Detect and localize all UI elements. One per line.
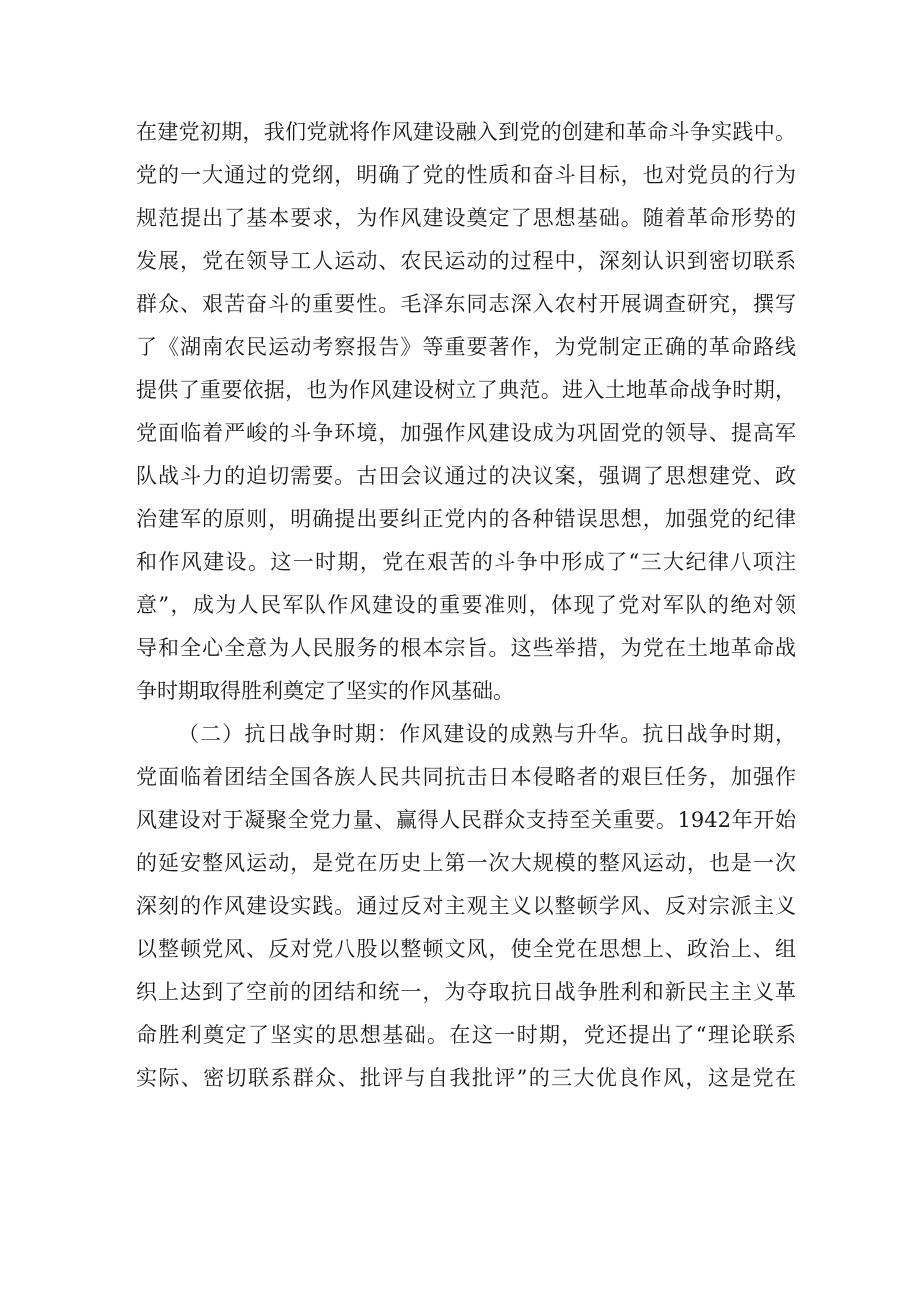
body-text-line: 意”，成为人民军队作风建设的重要准则，体现了党对军队的绝对领 xyxy=(136,593,796,617)
body-text-line: 实际、密切联系群众、批评与自我批评”的三大优良作风，这是党在 xyxy=(136,1066,796,1090)
body-text-line: 群众、艰苦奋斗的重要性。毛泽东同志深入农村开展调查研究，撰写 xyxy=(136,292,796,316)
body-text-line: 规范提出了基本要求，为作风建设奠定了思想基础。随着革命形势的 xyxy=(136,206,796,230)
body-text-line: 队战斗力的迫切需要。古田会议通过的决议案，强调了思想建党、政 xyxy=(136,464,796,488)
body-text-line: 以整顿党风、反对党八股以整顿文风，使全党在思想上、政治上、组 xyxy=(136,937,796,961)
body-text-line: 治建军的原则，明确提出要纠正党内的各种错误思想，加强党的纪律 xyxy=(136,507,796,531)
body-text-line: 风建设对于凝聚全党力量、赢得人民群众支持至关重要。1942年开始 xyxy=(136,808,796,832)
body-text-line: 党面临着团结全国各族人民共同抗击日本侵略者的艰巨任务，加强作 xyxy=(136,765,796,789)
body-text-line: 提供了重要依据，也为作风建设树立了典范。进入土地革命战争时期， xyxy=(136,378,796,402)
body-text-line: 了《湖南农民运动考察报告》等重要著作，为党制定正确的革命路线 xyxy=(136,335,796,359)
body-text-line: 织上达到了空前的团结和统一，为夺取抗日战争胜利和新民主主义革 xyxy=(136,980,796,1004)
section-heading-line: （二）抗日战争时期：作风建设的成熟与升华。抗日战争时期， xyxy=(178,722,796,746)
body-text-line: 在建党初期，我们党就将作风建设融入到党的创建和革命斗争实践中。 xyxy=(136,120,796,144)
body-text-line: 争时期取得胜利奠定了坚实的作风基础。 xyxy=(136,679,514,703)
body-text-line: 导和全心全意为人民服务的根本宗旨。这些举措，为党在土地革命战 xyxy=(136,636,796,660)
body-text-line: 命胜利奠定了坚实的思想基础。在这一时期，党还提出了“理论联系 xyxy=(136,1023,796,1047)
body-text-line: 党面临着严峻的斗争环境，加强作风建设成为巩固党的领导、提高军 xyxy=(136,421,796,445)
body-text-line: 深刻的作风建设实践。通过反对主观主义以整顿学风、反对宗派主义 xyxy=(136,894,796,918)
body-text-line: 党的一大通过的党纲，明确了党的性质和奋斗目标，也对党员的行为 xyxy=(136,163,796,187)
body-text-line: 和作风建设。这一时期，党在艰苦的斗争中形成了“三大纪律八项注 xyxy=(136,550,796,574)
body-text-line: 发展，党在领导工人运动、农民运动的过程中，深刻认识到密切联系 xyxy=(136,249,796,273)
body-text-line: 的延安整风运动，是党在历史上第一次大规模的整风运动，也是一次 xyxy=(136,851,796,875)
